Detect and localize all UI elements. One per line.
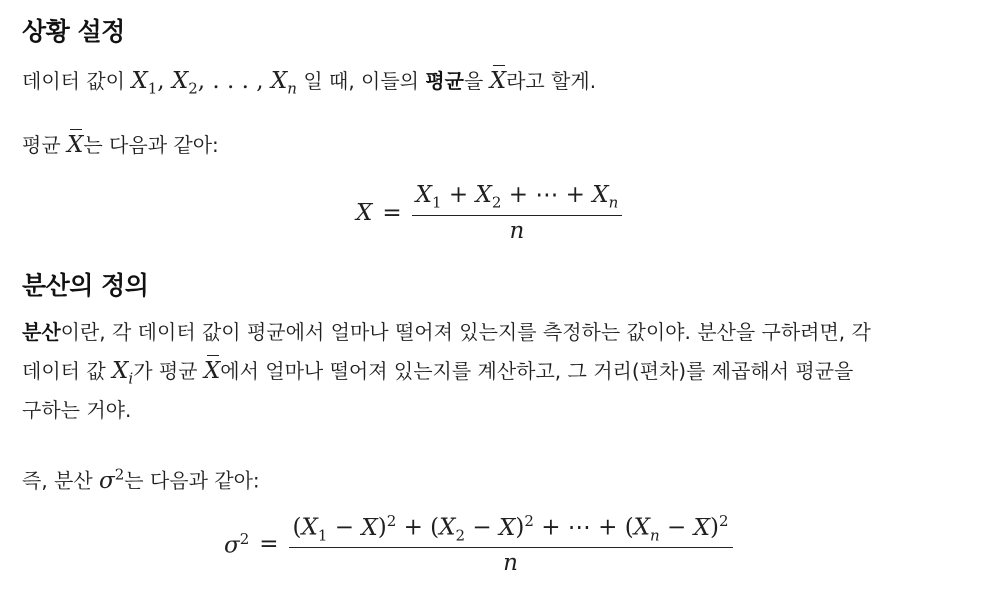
bold-variance: 분산 (22, 320, 61, 344)
setup-line-2 (22, 126, 219, 164)
text: 구하는 거야. (22, 398, 132, 422)
text: 즉, 분산 (22, 468, 100, 493)
math-xbar: X (490, 62, 506, 100)
eq-equals: = (259, 531, 279, 558)
text: 이란, 각 데이터 값이 평균에서 얼마나 떨어져 있는지를 측정하는 값이야. 분산을 구하려면, 각 (60, 320, 871, 344)
mean-denominator: n (509, 217, 525, 244)
text: 라고 할게. (506, 69, 597, 93)
mean-equation (356, 182, 622, 244)
variance-equation (224, 512, 733, 576)
math-xi: $X_i$ (112, 358, 134, 388)
text: 에서 얼마나 떨어져 있는지를 계산하고, 그 거리(편차)를 제곱해서 평균을 (220, 359, 854, 383)
variance-para-line-3 (22, 391, 131, 429)
eq-sigma-squared: $\sigma^2$ (224, 529, 250, 559)
text: 데이터 값 (22, 359, 112, 383)
variance-fraction (289, 512, 733, 576)
variance-numerator: $(X_1 - X)^2 + (X_2 - X)^2$ + ⋯ + $(X_n - X)^2$ (289, 512, 733, 548)
section-title-setup: 상황 설정 (22, 17, 125, 46)
variance-line-2 (22, 455, 260, 500)
text: 일 때, 이들의 (303, 69, 426, 93)
text: 가 평균 (133, 359, 204, 383)
math-xbar: X (67, 126, 83, 164)
text: 는 다음과 같아: (124, 468, 260, 493)
variance-para-line-1 (22, 313, 871, 351)
bold-mean: 평균 (425, 69, 464, 93)
math-x2: $X_2$ (171, 68, 198, 98)
text: 평균 (22, 133, 67, 157)
mean-numerator: $X_1 + X_2$ + ⋯ + $X_n$ (412, 182, 623, 216)
variance-para-line-2 (22, 352, 853, 398)
math-x1: $X_1$ (131, 68, 158, 98)
math-sigma-squared: $\sigma^2$ (99, 465, 125, 494)
text: 는 다음과 같아: (83, 133, 219, 157)
math-ellipsis: , . . . , (197, 68, 271, 94)
eq-equals: = (382, 199, 402, 226)
text: 데이터 값이 (22, 69, 132, 93)
text: 을 (464, 69, 490, 93)
section-title-variance: 분산의 정의 (22, 271, 149, 300)
eq-xbar: X (356, 199, 373, 226)
setup-line-1 (22, 62, 596, 108)
math-xn: $X_n$ (270, 68, 297, 98)
math-xbar: X (204, 352, 220, 390)
math-comma: , (157, 68, 172, 94)
variance-denominator: n (503, 550, 518, 577)
mean-fraction (412, 182, 623, 244)
